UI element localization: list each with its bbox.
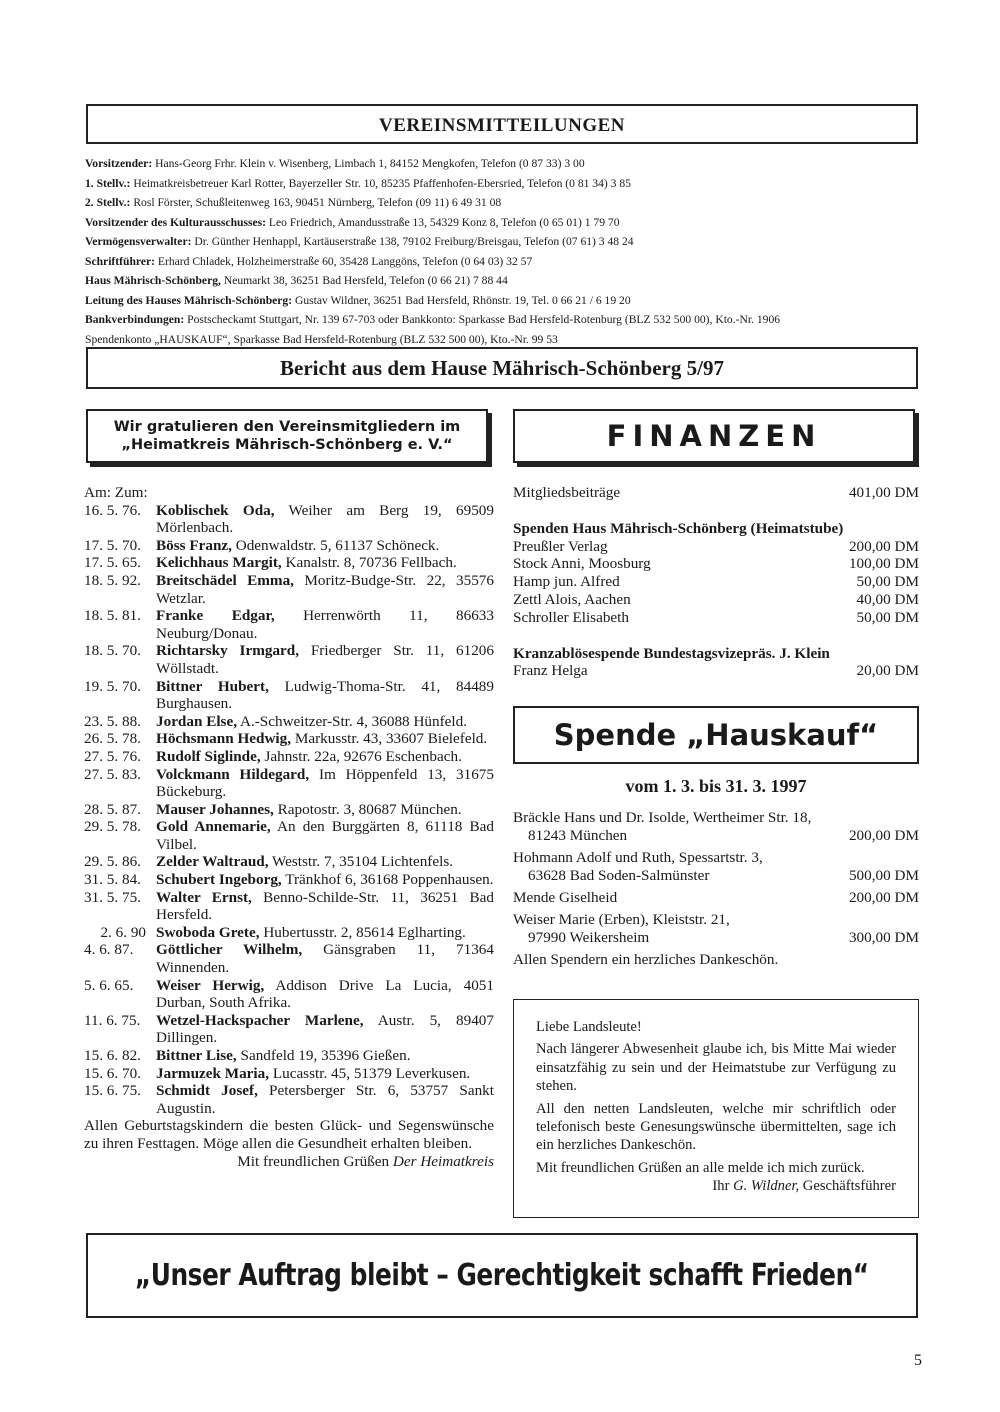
officer-text: Rosl Förster, Schußleitenweg 163, 90451 Nürnberg, Telefon (09 11) 6 49 31 08 — [130, 196, 502, 209]
letter-greeting: Liebe Landsleute! — [536, 1019, 642, 1035]
finance-list — [513, 484, 919, 680]
birthday-text — [156, 941, 494, 976]
birthday-address: Addison Drive La Lucia, 4051 Durban, South Afrika. — [156, 976, 494, 1012]
birthday-text — [156, 748, 494, 766]
officer-line — [85, 291, 945, 311]
birthday-text — [156, 1012, 494, 1047]
donation-row — [513, 591, 919, 609]
officer-label: 1. Stellv.: — [85, 176, 131, 190]
officer-label: Schriftführer: — [85, 254, 155, 268]
officer-label: Bankverbindungen: — [85, 313, 185, 326]
donor-name: Hamp jun. Alfred — [513, 573, 620, 591]
donor-name: Franz Helga — [513, 662, 588, 680]
birthday-entry — [84, 1065, 494, 1083]
birthday-text — [156, 924, 494, 942]
birthday-address: Kanalstr. 8, 70736 Fellbach. — [281, 554, 457, 572]
hauskauf-row — [513, 809, 919, 845]
birthday-address: Ludwig-Thoma-Str. 41, 84489 Burghausen. — [156, 677, 494, 713]
hauskauf-donor — [513, 809, 833, 845]
motto-box — [86, 1233, 918, 1318]
hauskauf-donor-line1: Hohmann Adolf und Ruth, Spessartstr. 3, — [513, 849, 763, 866]
birthday-name: Jarmuzek Maria, — [156, 1064, 270, 1082]
birthday-entry — [84, 713, 494, 731]
birthday-date: 31. 5. 84. — [84, 871, 141, 889]
birthday-date: 4. 6. 87. — [84, 941, 134, 959]
signature-prefix: Mit freundlichen Grüßen — [237, 1152, 393, 1170]
birthday-address: Tränkhof 6, 36168 Poppenhausen. — [281, 871, 494, 889]
donor-amount: 100,00 DM — [848, 555, 919, 573]
officer-text: Spendenkonto „HAUSKAUF“, Sparkasse Bad Hersfeld-Rotenburg (BLZ 532 500 00), Kto.-Nr. 99 53 — [85, 332, 558, 346]
birthday-name: Rudolf Siglinde, — [156, 747, 261, 765]
birthday-text — [156, 1065, 494, 1083]
hauskauf-amount: 300,00 DM — [848, 929, 919, 946]
birthday-date: 28. 5. 87. — [84, 800, 141, 818]
header-box — [86, 104, 918, 144]
donor-amount: 200,00 DM — [848, 537, 919, 555]
birthday-name: Höchsmann Hedwig, — [156, 730, 292, 748]
birthday-entry — [84, 924, 494, 942]
officer-label: Haus Mährisch-Schönberg, — [85, 274, 221, 287]
congrats-box — [86, 409, 488, 463]
birthday-text — [156, 607, 494, 642]
officer-line — [85, 193, 945, 213]
birthday-date: 31. 5. 75. — [84, 888, 141, 906]
letter-paragraph-1: Nach längerer Abwesenheit glaube ich, bis Mitte Mai wieder einsatzfähig zu sein und der Heimatstube zur Verfügung zu stehen. — [536, 1041, 896, 1095]
birthday-name: Breitschädel Emma, — [156, 571, 294, 589]
hauskauf-title: Spende „Hauskauf“ — [553, 718, 879, 752]
birthday-date: 29. 5. 86. — [84, 853, 141, 871]
birthday-text — [156, 889, 494, 924]
birthday-name: Mauser Johannes, — [156, 800, 274, 818]
hauskauf-row — [513, 911, 919, 947]
birthday-date: 27. 5. 76. — [84, 747, 141, 765]
birthday-date: 11. 6. 75. — [84, 1011, 141, 1029]
birthday-address: Petersberger Str. 6, 53757 Sankt Augustin. — [156, 1082, 494, 1117]
hauskauf-donor-line2: 63628 Bad Soden-Salmünster — [528, 867, 710, 884]
birthday-entry — [84, 1012, 494, 1047]
birthday-address: Markusstr. 43, 33607 Bielefeld. — [291, 730, 488, 748]
birthday-address: Hubertusstr. 2, 85614 Eglharting. — [259, 923, 466, 941]
donor-name: Zettl Alois, Aachen — [513, 590, 631, 608]
birthday-address: Lucasstr. 45, 51379 Leverkusen. — [269, 1064, 471, 1082]
officer-line — [85, 154, 945, 174]
officer-line — [85, 232, 945, 252]
letter-sign-prefix: Ihr — [712, 1178, 734, 1195]
officers-list — [85, 154, 945, 349]
birthday-name: Göttlicher Wilhelm, — [156, 941, 303, 959]
birthday-name: Schmidt Josef, — [156, 1082, 258, 1100]
hauskauf-donor-line1: Bräckle Hans und Dr. Isolde, Wertheimer Str. 18, — [513, 809, 812, 826]
hauskauf-amount: 200,00 DM — [848, 889, 919, 906]
birthday-text — [156, 502, 494, 537]
birthday-name: Jordan Else, — [156, 712, 238, 730]
birthday-entry — [84, 554, 494, 572]
officer-text: Hans-Georg Frhr. Klein v. Wisenberg, Limbach 1, 84152 Mengkofen, Telefon (0 87 33) 3 00 — [152, 157, 585, 170]
membership-amount: 401,00 DM — [848, 484, 919, 501]
hauskauf-donor — [513, 889, 833, 907]
birthday-closing: Allen Geburtstagskindern die besten Glück- und Segenswünsche zu ihren Festtagen. Möge allen die Gesundheit erhalten bleiben. — [84, 1117, 494, 1152]
hauskauf-donor — [513, 911, 833, 947]
birthday-address: An den Burggärten 8, 61118 Bad Vilbel. — [156, 818, 494, 853]
donor-name: Stock Anni, Moosburg — [513, 555, 651, 573]
donor-amount: 20,00 DM — [856, 662, 919, 680]
letter-box — [513, 999, 919, 1218]
birthday-entry — [84, 1082, 494, 1117]
membership-label: Mitgliedsbeiträge — [513, 484, 621, 501]
birthday-date: 17. 5. 65. — [84, 554, 141, 572]
birthday-date: 15. 6. 75. — [84, 1082, 141, 1100]
officer-label: 2. Stellv.: — [85, 196, 131, 209]
signature-name: Der Heimatkreis — [392, 1152, 494, 1170]
birthday-address: Austr. 5, 89407 Dillingen. — [156, 1011, 494, 1047]
hauskauf-box — [513, 706, 919, 764]
hauskauf-row — [513, 889, 919, 907]
hauskauf-rows — [513, 809, 919, 947]
birthday-address: Sandfeld 19, 35396 Gießen. — [236, 1047, 411, 1064]
birthday-entries — [84, 502, 494, 1118]
donations-house-title: Spenden Haus Mährisch-Schönberg (Heimatstube) — [513, 519, 844, 537]
birthday-address: Jahnstr. 22a, 92676 Eschenbach. — [260, 747, 462, 765]
membership-row — [513, 484, 919, 502]
birthday-text — [156, 977, 494, 1012]
congrats-line-1: Wir gratulieren den Vereinsmitgliedern im — [113, 419, 461, 435]
hauskauf-donor-line2: 97990 Weikersheim — [528, 929, 650, 946]
donation-row — [513, 538, 919, 556]
birthday-name: Bittner Lise, — [156, 1047, 237, 1064]
birthday-text — [156, 713, 494, 731]
hauskauf-donor-line1: Weiser Marie (Erben), Kleiststr. 21, — [513, 911, 730, 928]
officer-line — [85, 310, 945, 330]
birthday-date: 19. 5. 70. — [84, 677, 141, 695]
birthday-date: 18. 5. 70. — [84, 642, 141, 660]
officer-text: Heimatkreisbetreuer Karl Rotter, Bayerzeller Str. 10, 85235 Pfaffenhofen-Ebersried, Telefon (0 81 34) 3 85 — [130, 176, 631, 190]
birthday-date: 16. 5. 76. — [84, 501, 141, 519]
birthday-text — [156, 730, 494, 748]
hauskauf-list — [513, 809, 919, 969]
birthday-entry — [84, 1047, 494, 1065]
hauskauf-thanks: Allen Spendern ein herzliches Dankeschön. — [513, 951, 779, 968]
birthday-text — [156, 554, 494, 572]
letter-signature — [536, 1177, 896, 1195]
donations-house-rows — [513, 538, 919, 627]
birthday-name: Walter Ernst, — [156, 888, 252, 906]
donation-row — [513, 609, 919, 627]
letter-paragraph-2: All den netten Landsleuten, welche mir schriftlich oder telefonisch beste Genesungswünsche übermittelten, sage ich ein herzliches Dankeschön. — [536, 1100, 896, 1154]
officer-text: Neumarkt 38, 36251 Bad Hersfeld, Telefon (0 66 21) 7 88 44 — [220, 274, 508, 287]
birthday-entry — [84, 766, 494, 801]
finanzen-title: FINANZEN — [606, 419, 822, 453]
birthday-entry — [84, 818, 494, 853]
hauskauf-amount: 200,00 DM — [848, 827, 919, 844]
officer-text: Leo Friedrich, Amandusstraße 13, 54329 Konz 8, Telefon (0 65 01) 1 79 70 — [266, 215, 620, 229]
birthday-name: Franke Edgar, — [156, 607, 275, 625]
birthday-name: Volckmann Hildegard, — [156, 765, 310, 783]
birthday-entry — [84, 642, 494, 677]
hauskauf-amount: 500,00 DM — [848, 867, 919, 884]
officer-label: Vermögensverwalter: — [85, 235, 192, 248]
birthday-address: Odenwaldstr. 5, 61137 Schöneck. — [231, 536, 440, 554]
birthday-entry — [84, 572, 494, 607]
birthday-list — [84, 484, 494, 1170]
birthday-text — [156, 1047, 494, 1065]
donation-row — [513, 573, 919, 591]
birthday-text — [156, 818, 494, 853]
birthday-name: Schubert Ingeborg, — [156, 871, 282, 889]
birthday-entry — [84, 730, 494, 748]
officer-line — [85, 271, 945, 291]
birthday-text — [156, 766, 494, 801]
wreath-row — [513, 662, 919, 680]
birthday-date: 5. 6. 65. — [84, 976, 134, 994]
birthday-date: 17. 5. 70. — [84, 536, 141, 554]
page-number: 5 — [914, 1352, 922, 1369]
birthday-entry — [84, 607, 494, 642]
hauskauf-donor-line2: 81243 München — [528, 827, 628, 844]
donor-name: Schroller Elisabeth — [513, 608, 629, 626]
birthday-entry — [84, 889, 494, 924]
birthday-entry — [84, 977, 494, 1012]
wreath-rows — [513, 662, 919, 680]
birthday-name: Zelder Waltraud, — [156, 853, 269, 871]
officer-text: Dr. Günther Henhappl, Kartäuserstraße 138, 79102 Freiburg/Breisgau, Telefon (07 61) 3 48 24 — [191, 235, 634, 248]
birthday-entry — [84, 537, 494, 555]
birthday-text — [156, 678, 494, 713]
birthday-address: Rapotostr. 3, 80687 München. — [273, 800, 462, 818]
birthday-signature — [84, 1153, 494, 1171]
birthday-text — [156, 537, 494, 555]
birthday-name: Weiser Herwig, — [156, 976, 265, 994]
birthday-date: 18. 5. 81. — [84, 607, 141, 625]
birthday-date: 15. 6. 82. — [84, 1047, 141, 1064]
officer-label: Vorsitzender des Kulturausschusses: — [85, 215, 267, 229]
congrats-line-2: „Heimatkreis Mährisch-Schönberg e. V.“ — [121, 437, 453, 453]
birthday-entry — [84, 871, 494, 889]
officer-line — [85, 213, 945, 233]
hauskauf-donor-line1: Mende Giselheid — [513, 889, 618, 906]
birthday-name: Wetzel-Hackspacher Marlene, — [156, 1011, 364, 1029]
birthday-date: 27. 5. 83. — [84, 765, 141, 783]
officer-line — [85, 252, 945, 272]
officer-text: Gustav Wildner, 36251 Bad Hersfeld, Rhönstr. 19, Tel. 0 66 21 / 6 19 20 — [292, 293, 631, 307]
donor-amount: 50,00 DM — [856, 573, 919, 591]
officer-label: Vorsitzender: — [85, 157, 153, 170]
birthday-address: Weiher am Berg 19, 69509 Mörlenbach. — [156, 501, 494, 537]
birthday-name: Bittner Hubert, — [156, 677, 269, 695]
officer-text: Erhard Chladek, Holzheimerstraße 60, 35428 Langgöns, Telefon (0 64 03) 32 57 — [154, 254, 533, 268]
birthday-name: Richtarsky Irmgard, — [156, 642, 300, 660]
birthday-entry — [84, 678, 494, 713]
donation-row — [513, 555, 919, 573]
birthday-name: Gold Annemarie, — [156, 818, 271, 836]
header-title: VEREINSMITTEILUNGEN — [379, 115, 625, 136]
letter-paragraph-3: Mit freundlichen Grüßen an alle melde ich mich zurück. — [536, 1159, 865, 1176]
birthday-date: 2. 6. 90 — [100, 923, 146, 941]
report-title: Bericht aus dem Hause Mährisch-Schönberg 5/97 — [280, 355, 724, 380]
birthday-address: A.-Schweitzer-Str. 4, 36088 Hünfeld. — [237, 712, 468, 730]
birthday-address: Herrenwörth 11, 86633 Neuburg/Donau. — [156, 607, 494, 642]
hauskauf-row — [513, 849, 919, 885]
birthday-entry — [84, 853, 494, 871]
birthday-text — [156, 1082, 494, 1117]
birthday-text — [156, 642, 494, 677]
birthday-text — [156, 572, 494, 607]
hauskauf-period: vom 1. 3. bis 31. 3. 1997 — [625, 776, 807, 796]
column-header: Am: Zum: — [84, 484, 148, 501]
letter-sign-suffix: Geschäftsführer — [799, 1178, 896, 1195]
birthday-address: Benno-Schilde-Str. 11, 36251 Bad Hersfeld. — [156, 888, 495, 924]
motto-text: „Unser Auftrag bleibt – Gerechtigkeit schafft Frieden“ — [135, 1258, 869, 1293]
donor-amount: 40,00 DM — [856, 590, 919, 608]
birthday-text — [156, 853, 494, 871]
donor-amount: 50,00 DM — [856, 608, 919, 626]
birthday-address: Weststr. 7, 35104 Lichtenfels. — [268, 853, 454, 871]
birthday-address: Im Höppenfeld 13, 31675 Bückeburg. — [156, 765, 494, 801]
donor-name: Preußler Verlag — [513, 537, 608, 555]
birthday-text — [156, 871, 494, 889]
birthday-entry — [84, 801, 494, 819]
hauskauf-donor — [513, 849, 833, 885]
birthday-name: Koblischek Oda, — [156, 501, 275, 519]
birthday-entry — [84, 502, 494, 537]
birthday-date: 18. 5. 92. — [84, 571, 141, 589]
birthday-text — [156, 801, 494, 819]
birthday-date: 26. 5. 78. — [84, 730, 141, 748]
report-title-box — [86, 347, 918, 389]
birthday-date: 15. 6. 70. — [84, 1064, 141, 1082]
birthday-address: Friedberger Str. 11, 61206 Wöllstadt. — [156, 642, 494, 677]
birthday-entry — [84, 941, 494, 976]
wreath-title: Kranzablösespende Bundestagsvizepräs. J. Klein — [513, 644, 830, 662]
birthday-address: Moritz-Budge-Str. 22, 35576 Wetzlar. — [156, 571, 494, 607]
letter-sign-name: G. Wildner, — [733, 1178, 800, 1195]
officer-text: Postscheckamt Stuttgart, Nr. 139 67-703 oder Bankkonto: Sparkasse Bad Hersfeld-Rotenburg (BLZ 532 500 00), Kto.-Nr. 1906 — [184, 313, 781, 326]
birthday-name: Böss Franz, — [156, 536, 232, 554]
birthday-entry — [84, 748, 494, 766]
officer-line — [85, 174, 945, 194]
birthday-name: Kelichhaus Margit, — [156, 554, 282, 572]
birthday-name: Swoboda Grete, — [156, 923, 260, 941]
finanzen-box — [513, 409, 915, 463]
officer-label: Leitung des Hauses Mährisch-Schönberg: — [85, 293, 293, 307]
birthday-address: Gänsgraben 11, 71364 Winnenden. — [156, 941, 494, 977]
birthday-date: 29. 5. 78. — [84, 818, 141, 836]
birthday-date: 23. 5. 88. — [84, 712, 141, 730]
